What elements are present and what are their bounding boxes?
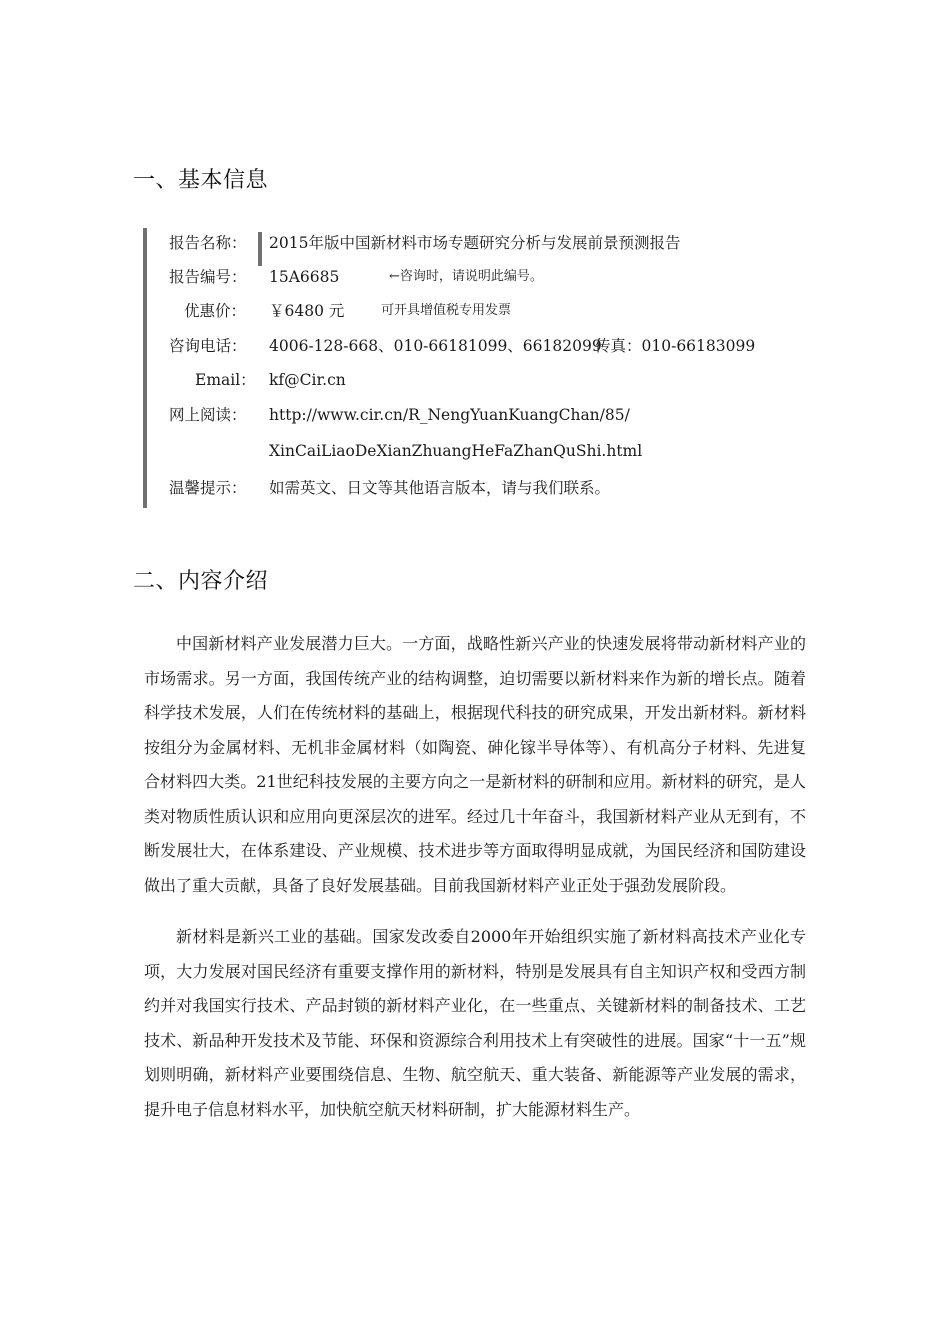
phone-value: 4006-128-668、010-66181099、66182099: [269, 337, 602, 355]
content-paragraph-2: 新材料是新兴工业的基础。国家发改委自2000年开始组织实施了新材料高技术产业化专项，大力发展对国民经济有重要支撑作用的新材料，特别是发展具有自主知识产权和受西方制约并对我国实行技术、产品封锁的新材料产业化，在一些重点、关键新材料的制备技术、工艺技术、新品种开发技术及节能、环保和资源综合利用技术上有突破性的进展。国家“十一五”规划则明确，新材料产业要围绕信息、生物、航空航天、重大装备、新能源等产业发展的需求，提升电子信息材料水平，加快航空航天材料研制，扩大能源材料生产。: [144, 927, 806, 1119]
basic-info-block: [143, 228, 827, 508]
report-code-value: 15A6685: [269, 268, 340, 286]
price-note: 可开具增值税专用发票: [381, 303, 512, 318]
report-code-note: ←咨询时，请说明此编号。: [389, 269, 543, 284]
content-paragraph-1: 中国新材料产业发展潜力巨大。一方面，战略性新兴产业的快速发展将带动新材料产业的市场需求。另一方面，我国传统产业的结构调整，迫切需要以新材料来作为新的增长点。随着科学技术发展，人们在传统材料的基础上，根据现代科技的研究成果，开发出新材料。新材料按组分为金属材料、无机非金属材料（如陶瓷、砷化镓半导体等）、有机高分子材料、先进复合材料四大类。21世纪科技发展的主要方向之一是新材料的研制和应用。新材料的研究，是人类对物质性质认识和应用向更深层次的进军。经过几十年奋斗，我国新材料产业从无到有，不断发展壮大，在体系建设、产业规模、技术进步等方面取得明显成就，为国民经济和国防建设做出了重大贡献，具备了良好发展基础。目前我国新材料产业正处于强劲发展阶段。: [144, 634, 806, 895]
price-label: 优惠价：: [184, 302, 247, 320]
report-name-label: 报告名称：: [169, 234, 247, 252]
email-value[interactable]: kf@Cir.cn: [269, 371, 346, 389]
fax-value: 传真：010-66183099: [595, 337, 756, 355]
section-title-basic-info: 一、基本信息: [133, 168, 269, 193]
tip-value: 如需英文、日文等其他语言版本，请与我们联系。: [269, 479, 611, 497]
online-url-line-2[interactable]: XinCaiLiaoDeXianZhuangHeFaZhanQuShi.html: [269, 442, 643, 460]
report-code-label: 报告编号：: [169, 268, 247, 286]
phone-label: 咨询电话：: [169, 337, 247, 355]
online-label: 网上阅读：: [169, 406, 247, 424]
price-value: ￥6480 元: [269, 302, 345, 320]
title-marker-bar: [258, 232, 262, 266]
section-title-content-intro: 二、内容介绍: [133, 569, 269, 594]
tip-label: 温馨提示：: [169, 479, 247, 497]
online-url-line-1[interactable]: http://www.cir.cn/R_NengYuanKuangChan/85/: [269, 406, 630, 424]
email-label: Email：: [195, 371, 256, 389]
report-name-value: 2015年版中国新材料市场专题研究分析与发展前景预测报告: [269, 234, 681, 252]
